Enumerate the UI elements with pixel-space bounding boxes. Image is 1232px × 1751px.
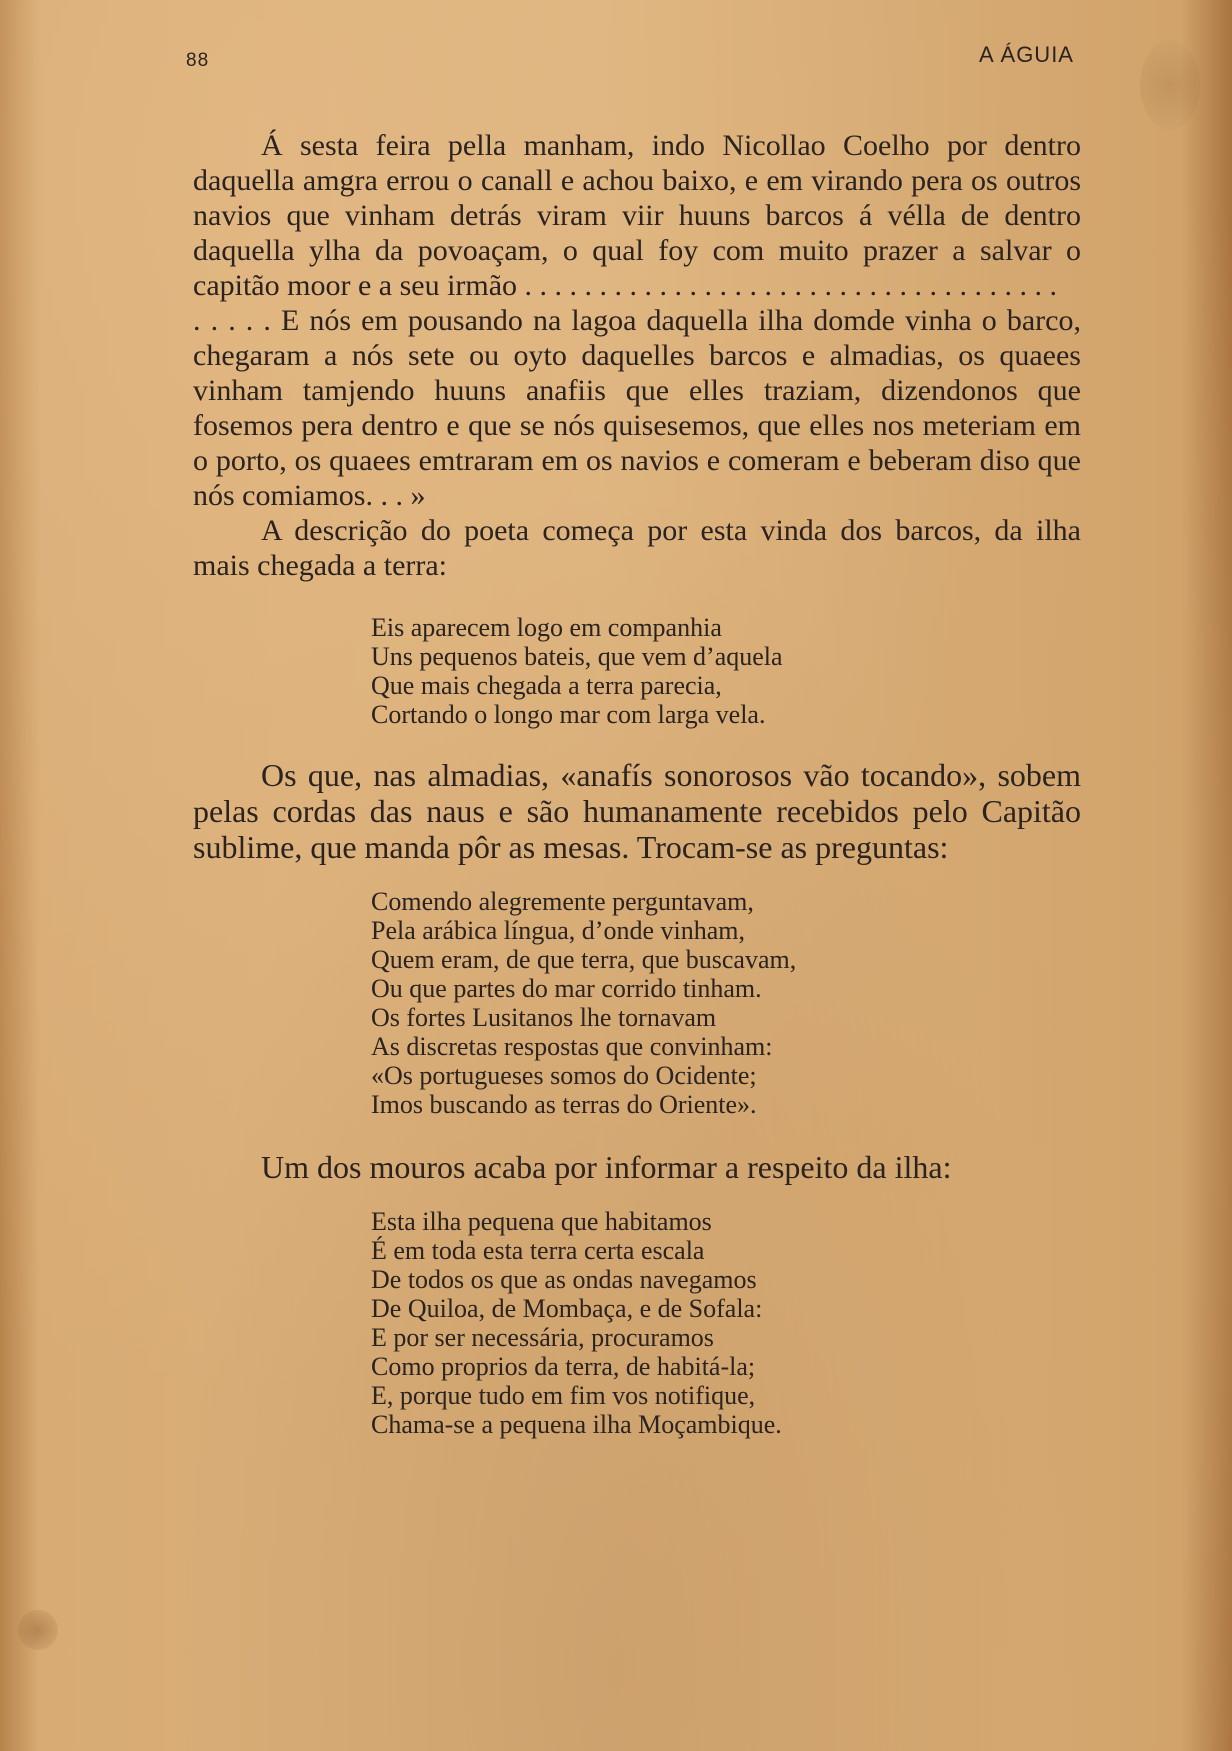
verse-line: Pela arábica língua, d’onde vinham, <box>371 916 745 945</box>
stanza-1 <box>193 613 1081 729</box>
quote-paragraph-1: Á sesta feira pella manham, indo Nicollao Coelho por dentro daquella amgra errou o canall e achou baixo, e em virando pera os outros navios que vinham detrás viram viir huuns barcos á vélla de dentro daquella ylha da povoaçam, o qual foy com muito prazer a salvar o capitão moor e a seu irmão . . . . . . . . . . . . . . . . . . . . . . . . . . . . . . . . . . . . <box>193 129 1081 302</box>
verse-line: Imos buscando as terras do Oriente». <box>371 1090 757 1119</box>
verse-line: Que mais chegada a terra parecia, <box>371 671 722 700</box>
verse-line: Ou que partes do mar corrido tinham. <box>371 974 762 1003</box>
verse-line: As discretas respostas que convinham: <box>371 1032 773 1061</box>
running-title: A ÁGUIA <box>978 42 1074 67</box>
verse-line: De Quiloa, de Mombaça, e de Sofala: <box>371 1294 763 1323</box>
verse-line: Uns pequenos bateis, que vem d’aquela <box>371 642 783 671</box>
closing-paragraph: Um dos mouros acaba por informar a respeito da ilha: <box>261 1149 952 1185</box>
verse-line: Como proprios da terra, de habitá-la; <box>371 1352 756 1381</box>
intro-paragraph: A descrição do poeta começa por esta vinda dos barcos, da ilha mais chegada a terra: <box>193 514 1081 582</box>
stanza-2 <box>193 887 1081 1119</box>
verse-line: «Os portugueses somos do Ocidente; <box>371 1061 757 1090</box>
paper-stain <box>1140 40 1200 130</box>
middle-paragraph: Os que, nas almadias, «anafís sonorosos vão tocando», sobem pelas cordas das naus e são humanamente recebidos pelo Capitão sublime, que manda pôr as mesas. Trocam-se as preguntas: <box>193 757 1081 865</box>
verse-line: Chama-se a pequena ilha Moçambique. <box>371 1410 782 1439</box>
verse-line: Eis aparecem logo em companhia <box>371 613 722 642</box>
verse-line: De todos os que as ondas navegamos <box>371 1265 757 1294</box>
verse-line: Quem eram, de que terra, que buscavam, <box>371 945 797 974</box>
verse-line: Os fortes Lusitanos lhe tornavam <box>371 1003 717 1032</box>
verse-line: Esta ilha pequena que habitamos <box>371 1207 712 1236</box>
middle-prose <box>193 757 1081 865</box>
closing-prose <box>193 1149 1081 1185</box>
verse-line: E, porque tudo em fim vos notifique, <box>371 1381 756 1410</box>
stanza-3 <box>193 1207 1081 1439</box>
page-body <box>193 128 1081 1439</box>
ink-stain <box>18 1610 58 1650</box>
verse-line: Comendo alegremente perguntavam, <box>371 887 754 916</box>
chronicle-quote <box>193 128 1081 583</box>
quote-paragraph-2: . . . . . E nós em pousando na lagoa daquella ilha domde vinha o barco, chegaram a nós sete ou oyto daquelles barcos e almadias, os quaees vinham tamjendo huuns anafiis que elles traziam, dizendonos que fosemos pera dentro e que se nós quisesemos, que elles nos meteriam em o porto, os quaees emtraram em os navios e comeram e beberam diso que nós comiamos. . . » <box>193 304 1081 512</box>
verse-line: É em toda esta terra certa escala <box>371 1236 705 1265</box>
verse-line: Cortando o longo mar com larga vela. <box>371 700 766 729</box>
verse-line: E por ser necessária, procuramos <box>371 1323 714 1352</box>
page-number: 88 <box>186 50 210 71</box>
